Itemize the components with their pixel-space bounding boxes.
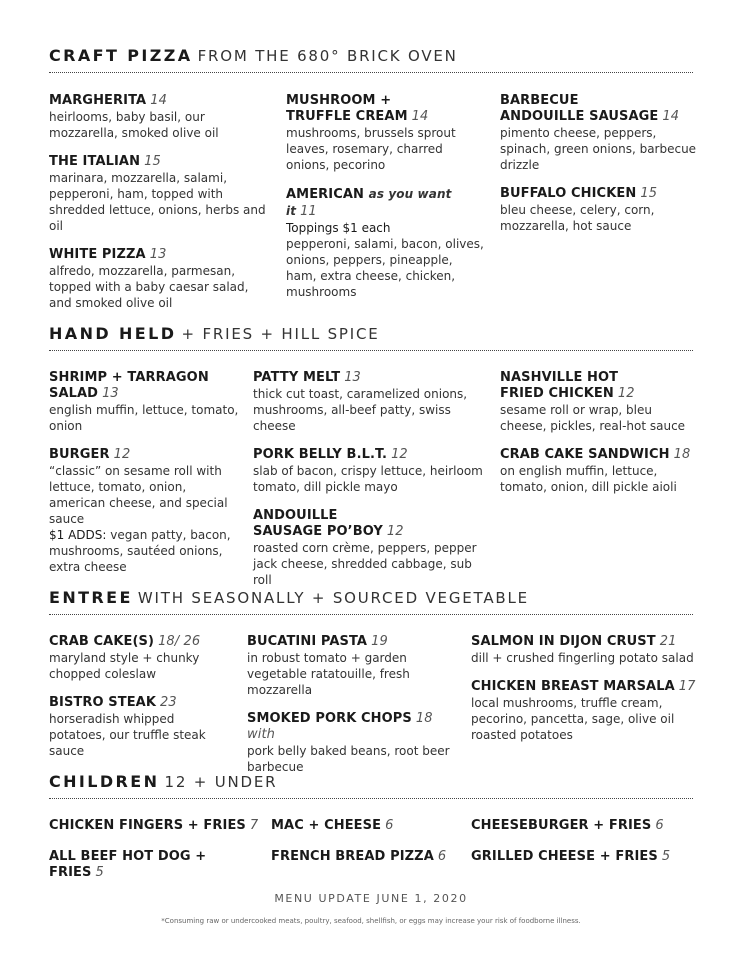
- section-header-entree: [49, 588, 693, 612]
- item-description: mushrooms, brussels sprout leaves, rosemary, charred onions, pecorino: [286, 126, 456, 172]
- item-name: SMOKED PORK CHOPS: [247, 711, 412, 726]
- section-subtitle: 12 + UNDER: [164, 773, 278, 791]
- item-description: in robust tomato + garden vegetable ratatouille, fresh mozzarella: [247, 651, 410, 697]
- item-description: marinara, mozzarella, salami, pepperoni, ham, topped with shredded lettuce, onions, herbs and oil: [49, 171, 266, 233]
- item-name: CRAB CAKE SANDWICH: [500, 447, 670, 462]
- menu-item: [49, 93, 271, 141]
- item-name: CHICKEN BREAST MARSALA: [471, 679, 675, 694]
- menu-item: [49, 818, 264, 834]
- menu-item: [49, 154, 271, 234]
- entree-column-3: [471, 634, 696, 756]
- section-header-handheld: [49, 324, 693, 348]
- dotted-divider: [49, 798, 693, 799]
- section-subtitle: FROM THE 680° BRICK OVEN: [197, 47, 458, 65]
- item-price: 15: [144, 154, 161, 169]
- item-description: “classic” on sesame roll with lettuce, tomato, onion, american cheese, and special sauce: [49, 464, 228, 526]
- item-name: ANDOUILLE SAUSAGE: [500, 109, 659, 124]
- item-name: GRILLED CHEESE + FRIES: [471, 849, 658, 864]
- item-name: FRENCH BREAD PIZZA: [271, 849, 434, 864]
- item-price: 14: [662, 109, 680, 124]
- item-price: 19: [371, 634, 388, 649]
- item-name: PORK BELLY B.L.T.: [253, 447, 388, 462]
- menu-item: [500, 447, 700, 495]
- food-safety-disclaimer: *Consuming raw or undercooked meats, poultry, seafood, shellfish, or eggs may increase your risk of foodborne illness.: [161, 917, 581, 925]
- item-description: thick cut toast, caramelized onions, mushrooms, all-beef patty, swiss cheese: [253, 387, 468, 433]
- item-description: local mushrooms, truffle cream, pecorino, pancetta, sage, olive oil roasted potatoes: [471, 696, 675, 742]
- dotted-divider: [49, 614, 693, 615]
- section-header-children: [49, 772, 693, 796]
- menu-item: [500, 370, 700, 434]
- section-subtitle: WITH SEASONALLY + SOURCED VEGETABLE: [137, 589, 529, 607]
- menu-item: [471, 849, 696, 865]
- item-price: 12: [391, 447, 408, 462]
- item-name-line1: NASHVILLE HOT: [500, 370, 619, 385]
- item-name: BUFFALO CHICKEN: [500, 186, 637, 201]
- children-column-3: [471, 818, 696, 865]
- item-name-line1: MUSHROOM +: [286, 93, 392, 108]
- item-name-line1: SHRIMP + TARRAGON: [49, 370, 209, 385]
- menu-item: [286, 93, 486, 173]
- item-description: english muffin, lettuce, tomato, onion: [49, 403, 239, 433]
- item-price: 12: [386, 524, 404, 539]
- handheld-column-1: [49, 370, 239, 588]
- menu-item: [253, 370, 488, 434]
- item-price: 13: [149, 247, 167, 262]
- item-price: 5: [661, 849, 671, 864]
- handheld-column-2: [253, 370, 488, 601]
- item-name-line1: ANDOUILLE: [253, 508, 338, 523]
- item-name: AMERICAN: [286, 187, 365, 202]
- item-price: 11: [300, 204, 317, 219]
- item-description: horseradish whipped potatoes, our truffle steak sauce: [49, 712, 206, 758]
- menu-item: [49, 247, 271, 311]
- pizza-column-1: [49, 93, 271, 324]
- menu-item: [253, 508, 488, 588]
- item-description: roasted corn crème, peppers, pepper jack cheese, shredded cabbage, sub roll: [253, 541, 477, 587]
- dotted-divider: [49, 350, 693, 351]
- section-title: CRAFT PIZZA: [49, 46, 193, 65]
- pizza-column-2: [286, 93, 486, 313]
- item-name: SAUSAGE PO’BOY: [253, 524, 383, 539]
- handheld-column-3: [500, 370, 700, 508]
- section-title: HAND HELD: [49, 324, 177, 343]
- item-price: 13: [344, 370, 361, 385]
- children-column-2: [271, 818, 461, 865]
- item-price: 18 with: [247, 711, 433, 742]
- menu-item: [271, 849, 461, 865]
- entree-column-2: [247, 634, 462, 788]
- item-description: pork belly baked beans, root beer barbecue: [247, 744, 450, 774]
- item-description: dill + crushed fingerling potato salad: [471, 651, 694, 665]
- item-description: alfredo, mozzarella, parmesan, topped with a baby caesar salad, and smoked olive oil: [49, 264, 249, 310]
- item-price: 18: [673, 447, 691, 462]
- item-description: sesame roll or wrap, bleu cheese, pickles, real-hot sauce: [500, 403, 686, 433]
- section-header-pizza: [49, 46, 693, 70]
- item-name: FRIED CHICKEN: [500, 386, 614, 401]
- item-name: CHICKEN FINGERS + FRIES: [49, 818, 246, 833]
- menu-item: [271, 818, 461, 834]
- item-price: 12: [113, 447, 131, 462]
- item-extra: Toppings $1 each: [286, 221, 391, 235]
- item-name: CRAB CAKE(S): [49, 634, 155, 649]
- menu-item: [247, 634, 462, 698]
- item-price: 14: [150, 93, 167, 108]
- item-description: pepperoni, salami, bacon, olives, onions, peppers, pineapple, ham, extra cheese, chicken, mushrooms: [286, 237, 484, 299]
- item-name: THE ITALIAN: [49, 154, 141, 169]
- item-name: SALAD: [49, 386, 99, 401]
- menu-item: [500, 93, 700, 173]
- item-name: MAC + CHEESE: [271, 818, 382, 833]
- item-price: 18/ 26: [158, 634, 201, 649]
- menu-item: [49, 849, 264, 881]
- menu-item: [500, 186, 700, 234]
- item-description: slab of bacon, crispy lettuce, heirloom tomato, dill pickle mayo: [253, 464, 483, 494]
- menu-item: [471, 634, 696, 666]
- menu-item: [286, 186, 486, 300]
- pizza-column-3: [500, 93, 700, 247]
- menu-update-date: MENU UPDATE JUNE 1, 2020: [274, 892, 468, 905]
- item-name: BURGER: [49, 447, 110, 462]
- menu-item: [49, 695, 234, 759]
- item-price: 6: [437, 849, 447, 864]
- section-subtitle: + FRIES + HILL SPICE: [181, 325, 380, 343]
- item-description: pimento cheese, peppers, spinach, green onions, barbecue drizzle: [500, 126, 697, 172]
- menu-item: [49, 447, 239, 575]
- menu-item: [247, 711, 462, 775]
- item-price: 5: [95, 865, 104, 880]
- item-subtitle: as you want it: [286, 187, 452, 218]
- item-name: WHITE PIZZA: [49, 247, 146, 262]
- item-price: 6: [385, 818, 394, 833]
- children-column-1: [49, 818, 264, 881]
- adds-label: $1 ADDS:: [49, 528, 107, 542]
- item-price: 6: [655, 818, 664, 833]
- item-description: maryland style + chunky chopped coleslaw: [49, 651, 200, 681]
- item-description: bleu cheese, celery, corn, mozzarella, hot sauce: [500, 203, 655, 233]
- item-name: MARGHERITA: [49, 93, 147, 108]
- item-description: heirlooms, baby basil, our mozzarella, smoked olive oil: [49, 110, 219, 140]
- item-price: 12: [617, 386, 635, 401]
- item-name: PATTY MELT: [253, 370, 341, 385]
- menu-item: [471, 818, 696, 834]
- item-price: 15: [640, 186, 658, 201]
- item-price: 21: [659, 634, 677, 649]
- section-title: ENTREE: [49, 588, 133, 607]
- item-price: 14: [411, 109, 429, 124]
- dotted-divider: [49, 72, 693, 73]
- item-price: 17: [678, 679, 696, 694]
- item-name: SALMON IN DIJON CRUST: [471, 634, 656, 649]
- item-name: CHEESEBURGER + FRIES: [471, 818, 652, 833]
- adds-list: vegan patty, bacon, mushrooms, sautéed onions, extra cheese: [49, 528, 231, 574]
- item-name: BISTRO STEAK: [49, 695, 157, 710]
- section-title: CHILDREN: [49, 772, 160, 791]
- menu-item: [49, 370, 239, 434]
- menu-item: [253, 447, 488, 495]
- item-name: BUCATINI PASTA: [247, 634, 368, 649]
- item-price: 13: [102, 386, 119, 401]
- menu-item: [49, 634, 234, 682]
- entree-column-1: [49, 634, 234, 772]
- item-description: on english muffin, lettuce, tomato, onion, dill pickle aioli: [500, 464, 677, 494]
- item-name: TRUFFLE CREAM: [286, 109, 408, 124]
- item-price: 23: [160, 695, 177, 710]
- item-name: ALL BEEF HOT DOG + FRIES: [49, 849, 207, 880]
- item-price: 7: [249, 818, 259, 833]
- item-name-line1: BARBECUE: [500, 93, 579, 108]
- menu-item: [471, 679, 696, 743]
